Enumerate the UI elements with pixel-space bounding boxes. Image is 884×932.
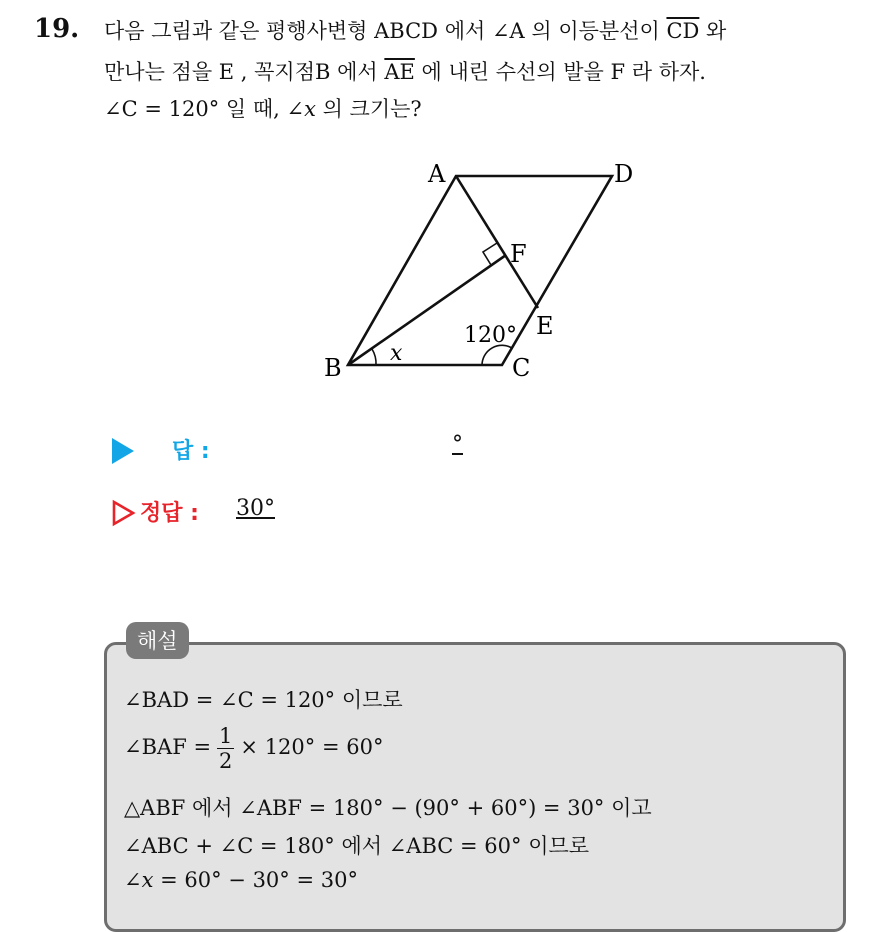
solution-text: ∠BAF = bbox=[124, 735, 212, 759]
answer-blank[interactable] bbox=[452, 432, 463, 457]
answer-label: 답 : bbox=[172, 439, 210, 464]
question-text: 와 bbox=[699, 19, 727, 43]
question-line-1 bbox=[104, 16, 726, 46]
angle-x-label: x bbox=[390, 341, 403, 366]
solution-line-1: ∠BAD = ∠C = 120° 이므로 bbox=[124, 688, 403, 712]
solution-line-3: △ABF 에서 ∠ABF = 180° − (90° + 60°) = 30° 이고 bbox=[124, 796, 652, 820]
solution-line-4: ∠ABC + ∠C = 180° 에서 ∠ABC = 60° 이므로 bbox=[124, 834, 590, 858]
parallelogram-figure bbox=[310, 150, 634, 390]
angle-c-label: 120° bbox=[464, 323, 517, 348]
question-line-2 bbox=[104, 57, 706, 87]
question-line-3 bbox=[104, 94, 422, 124]
question-text: ∠C = 120° 일 때, ∠ bbox=[104, 97, 305, 121]
label-a: A bbox=[428, 160, 446, 188]
question-text: 다음 그림과 같은 평행사변형 ABCD 에서 ∠A 의 이등분선이 bbox=[104, 19, 667, 43]
perpendicular-bf bbox=[348, 255, 506, 365]
fraction-one-half bbox=[217, 724, 234, 773]
play-icon bbox=[112, 438, 134, 464]
variable-x: x bbox=[304, 97, 316, 121]
angle-x-arc bbox=[372, 349, 376, 365]
variable-x: x bbox=[141, 868, 154, 892]
label-f: F bbox=[510, 240, 527, 268]
question-text: 에 내린 수선의 발을 F 라 하자. bbox=[414, 60, 706, 84]
correct-answer-label: 정답 : bbox=[140, 501, 199, 526]
solution-tag: 해설 bbox=[126, 622, 189, 659]
solution-text: × 120° = 60° bbox=[240, 735, 384, 759]
outline-play-icon bbox=[112, 500, 136, 526]
answer-unit: ° bbox=[452, 432, 463, 457]
correct-answer-value: 30° bbox=[236, 496, 275, 521]
question-text: 만나는 점을 E , 꼭지점B 에서 bbox=[104, 60, 385, 84]
question-text: 의 크기는? bbox=[315, 97, 422, 121]
solution-line-5 bbox=[124, 868, 358, 892]
solution-text: ∠ bbox=[124, 868, 142, 892]
label-c: C bbox=[512, 354, 531, 382]
segment-ae: $\overline{AE}$ bbox=[384, 60, 415, 84]
label-b: B bbox=[324, 354, 342, 382]
question-number: 19. bbox=[34, 14, 80, 44]
fraction-numerator: 1 bbox=[219, 724, 233, 748]
segment-cd: $\overline{CD}$ bbox=[666, 19, 700, 43]
fraction-denominator: 2 bbox=[219, 749, 233, 773]
label-e: E bbox=[536, 312, 554, 340]
solution-line-2 bbox=[124, 724, 383, 773]
solution-text: = 60° − 30° = 30° bbox=[153, 868, 358, 892]
label-d: D bbox=[614, 160, 634, 188]
